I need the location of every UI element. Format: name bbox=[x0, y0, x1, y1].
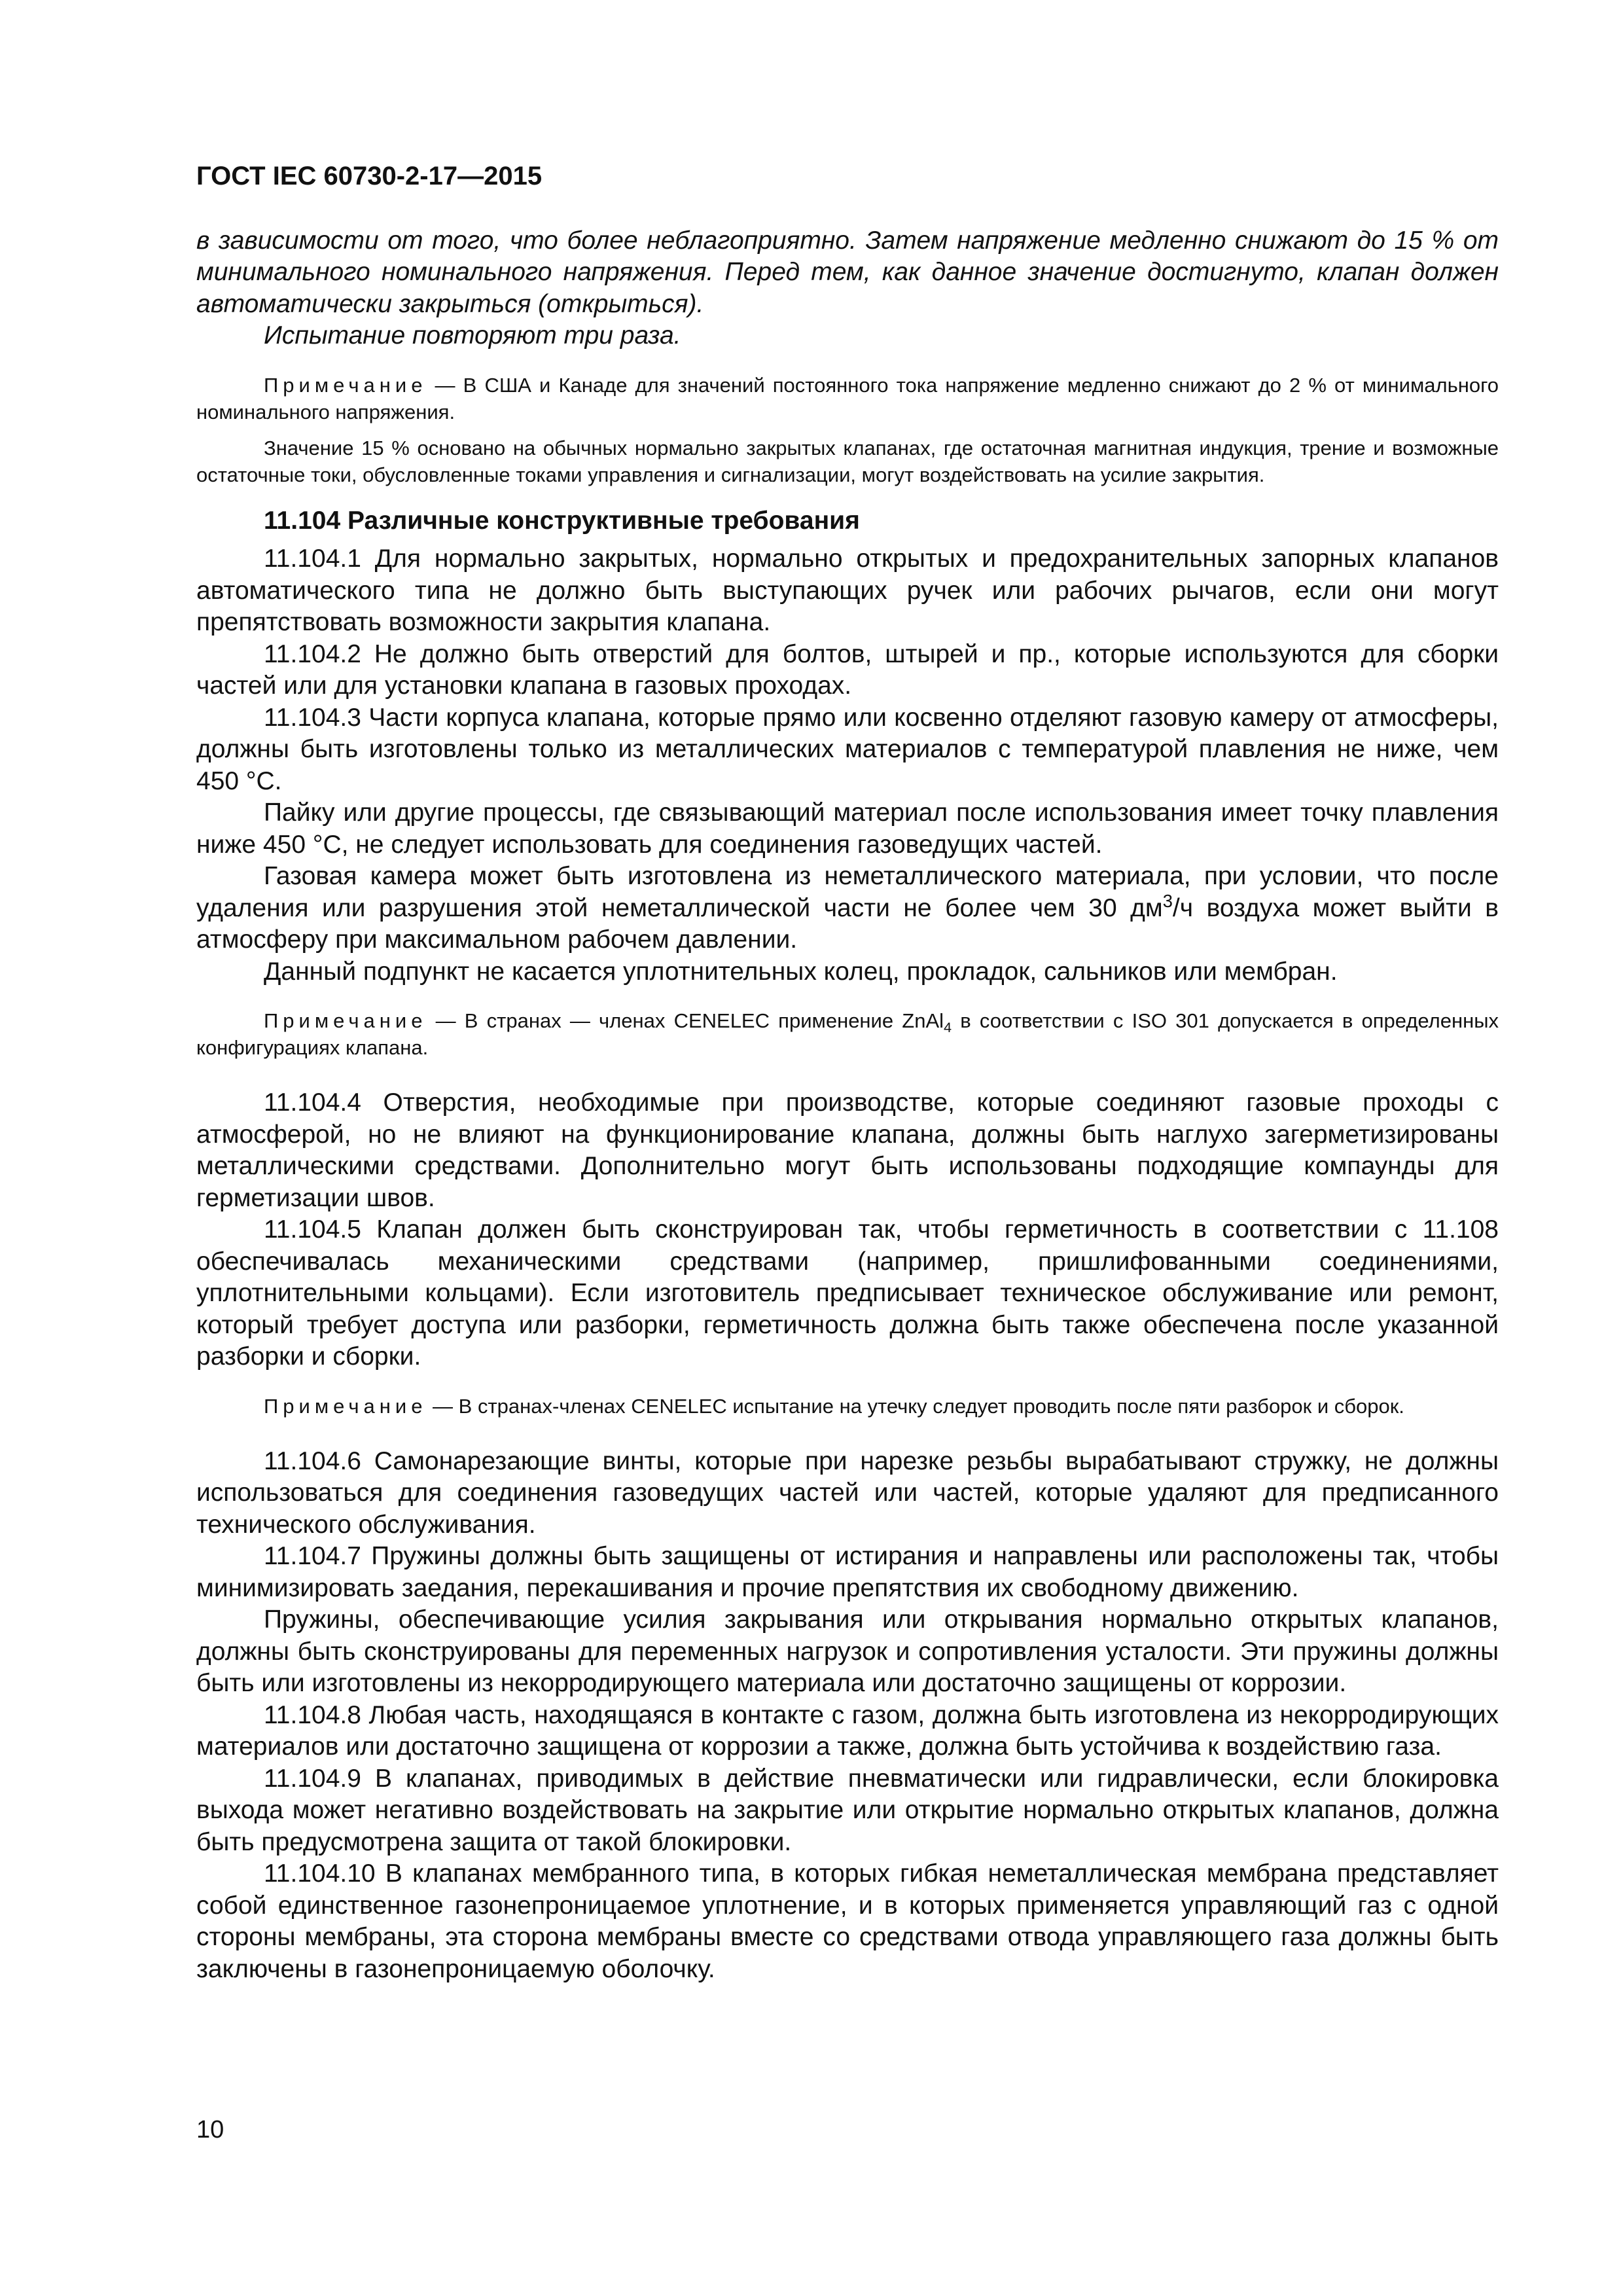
paragraph-springs: Пружины, обеспечивающие усилия закрывания или открывания нормально открытых клапанов, должны быть сконструированы для переменных нагрузок и сопротивления усталости. Эти пружины должны быть или изготовлены из некорродирующего материала или достаточно защищены от коррозии. bbox=[196, 1605, 1499, 1697]
note-usa-canada: Примечание — В США и Канаде для значений постоянного тока напряжение медленно снижают до 2 % от минимального номинального напряжения. bbox=[196, 373, 1499, 423]
paragraph-11-104-5: 11.104.5 Клапан должен быть сконструирован так, чтобы герметичность в соответствии с 11.108 обеспечивалась механическими средствами (например, пришлифованными соединениями, уплотнительными кольцами). Если изготовитель предписывает техническое обслуживание или ремонт, который требует доступа или разборки, герметичность должна быть также обеспечена после указанной разборки и сборки. bbox=[196, 1215, 1499, 1371]
note-label: Примечание bbox=[264, 1009, 427, 1032]
paragraph-11-104-10: 11.104.10 В клапанах мембранного типа, в которых гибкая неметаллическая мембрана представляет собой единственное газонепроницаемое уплотнение, и в которых применяется управляющий газ с одной стороны мембраны, эта сторона мембраны вместе со средствами отвода управляющего газа должны быть заключены в газонепроницаемую оболочку. bbox=[196, 1859, 1499, 1983]
note-label: Примечание bbox=[264, 1394, 427, 1418]
note-cenelec-leak-test: Примечание — В странах-членах CENELEC испытание на утечку следует проводить после пяти разборок и сборок. bbox=[264, 1394, 1404, 1418]
note-label: Примечание bbox=[264, 373, 427, 397]
paragraph-11-104-1: 11.104.1 Для нормально закрытых, нормально открытых и предохранительных запорных клапанов автоматического типа не должно быть выступающих ручек или рабочих рычагов, если они могут препятствовать возможности закрытия клапана. bbox=[196, 545, 1499, 636]
intro-test-repeat: Испытание повторяют три раза. bbox=[264, 321, 681, 350]
document-header: ГОСТ IEC 60730-2-17—2015 bbox=[196, 162, 543, 190]
paragraph-gas-chamber: Газовая камера может быть изготовлена из неметаллического материала, при условии, что после удаления или разрушения этой неметаллической части не более чем 30 $дм^3/ч$ воздуха может выйти в атмосферу при максимальном рабочем давлении. bbox=[196, 862, 1499, 954]
paragraph-11-104-6: 11.104.6 Самонарезающие винты, которые при нарезке резьбы вырабатывают стружку, не должны использоваться для соединения газоведущих частей или частей, которые удаляют для предписанного технического обслуживания. bbox=[196, 1446, 1499, 1539]
paragraph-11-104-9: 11.104.9 В клапанах, приводимых в действие пневматически или гидравлически, если блокировка выхода может негативно воздействовать на закрытие или открытие нормально открытых клапанов, должна быть предусмотрена защита от такой блокировки. bbox=[196, 1764, 1499, 1856]
paragraph-exclusion: Данный подпункт не касается уплотнительных колец, прокладок, сальников или мембран. bbox=[264, 957, 1338, 986]
paragraph-11-104-2: 11.104.2 Не должно быть отверстий для болтов, штырей и пр., которые используются для сборки частей или для установки клапана в газовых проходах. bbox=[196, 639, 1499, 700]
paragraph-11-104-7: 11.104.7 Пружины должны быть защищены от истирания и направлены или расположены так, чтобы минимизировать заедания, перекашивания и прочие препятствия их свободному движению. bbox=[196, 1542, 1499, 1602]
note-cenelec-znal4: Примечание — В странах — членах CENELEC применение ZnAl$_4$ в соответствии с ISO 301 допускается в определенных конфигурациях клапана. bbox=[196, 1009, 1499, 1059]
paragraph-11-104-3: 11.104.3 Части корпуса клапана, которые прямо или косвенно отделяют газовую камеру от атмосферы, должны быть изготовлены только из металлических материалов с температурой плавления не ниже, чем 450 °С. bbox=[196, 703, 1499, 795]
paragraph-11-104-8: 11.104.8 Любая часть, находящаяся в контакте с газом, должна быть изготовлена из некорродирующих материалов или достаточно защищена от коррозии а также, должна быть устойчива к воздействию газа. bbox=[196, 1700, 1499, 1761]
paragraph-soldering: Пайку или другие процессы, где связывающий материал после использования имеет точку плавления ниже 450 °С, не следует использовать для соединения газоведущих частей. bbox=[196, 798, 1499, 859]
paragraph-11-104-4: 11.104.4 Отверстия, необходимые при производстве, которые соединяют газовые проходы с атмосферой, но не влияют на функционирование клапана, должны быть наглухо загерметизированы металлическими средствами. Дополнительно могут быть использованы подходящие компаунды для герметизации швов. bbox=[196, 1088, 1499, 1212]
section-heading: 11.104 Различные конструктивные требования bbox=[264, 506, 860, 535]
page-number: 10 bbox=[196, 2116, 224, 2144]
note-continuation: Значение 15 % основано на обычных нормально закрытых клапанах, где остаточная магнитная индукция, трение и возможные остаточные токи, обусловленные токами управления и сигнализации, могут воздействовать на усилие закрытия. bbox=[196, 436, 1499, 486]
intro-paragraph: в зависимости от того, что более неблагоприятно. Затем напряжение медленно снижают до 15 % от минимального номинального напряжения. Перед тем, как данное значение достигнуто, клапан должен автоматически закрыться (открыться). bbox=[196, 226, 1499, 318]
